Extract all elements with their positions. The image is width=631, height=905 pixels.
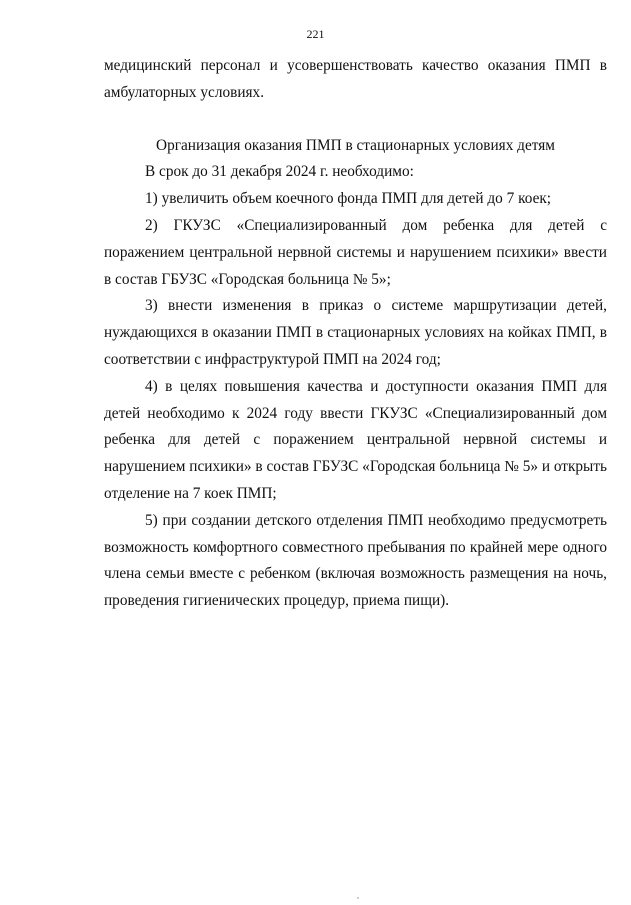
scan-artifact-dot xyxy=(357,897,359,899)
list-item-1: 1) увеличить объем коечного фонда ПМП для детей до 7 коек; xyxy=(145,190,552,208)
section-heading: Организация оказания ПМП в стационарных условиях детям xyxy=(156,136,555,154)
intro-paragraph: медицинский персонал и усовершенствовать качество оказания ПМП в амбулаторных условиях. xyxy=(104,57,607,101)
deadline-line: В срок до 31 декабря 2024 г. необходимо: xyxy=(145,163,414,181)
list-item-5: 5) при создании детского отделения ПМП необходимо предусмотреть возможность комфортного совместного пребывания по крайней мере одного члена семьи вместе с ребенком (включая возможность размещения на ночь, проведения гигиенических процедур, приема пищи). xyxy=(104,511,607,610)
list-item-4: 4) в целях повышения качества и доступности оказания ПМП для детей необходимо к 2024 году ввести ГКУЗС «Специализированный дом ребенка для детей с поражением центральной нервной системы и нарушением психики» в состав ГБУЗС «Городская больница № 5» и открыть отделение на 7 коек ПМП; xyxy=(104,377,607,502)
page-number: 221 xyxy=(306,27,325,41)
list-item-2: 2) ГКУЗС «Специализированный дом ребенка для детей с поражением центральной нервной системы и нарушением психики» ввести в состав ГБУЗС «Городская больница № 5»; xyxy=(104,216,607,288)
document-body xyxy=(104,53,607,615)
list-item-3: 3) внести изменения в приказ о системе маршрутизации детей, нуждающихся в оказании ПМП в стационарных условиях на койках ПМП, в соответствии с инфраструктурой ПМП на 2024 год; xyxy=(104,297,607,368)
